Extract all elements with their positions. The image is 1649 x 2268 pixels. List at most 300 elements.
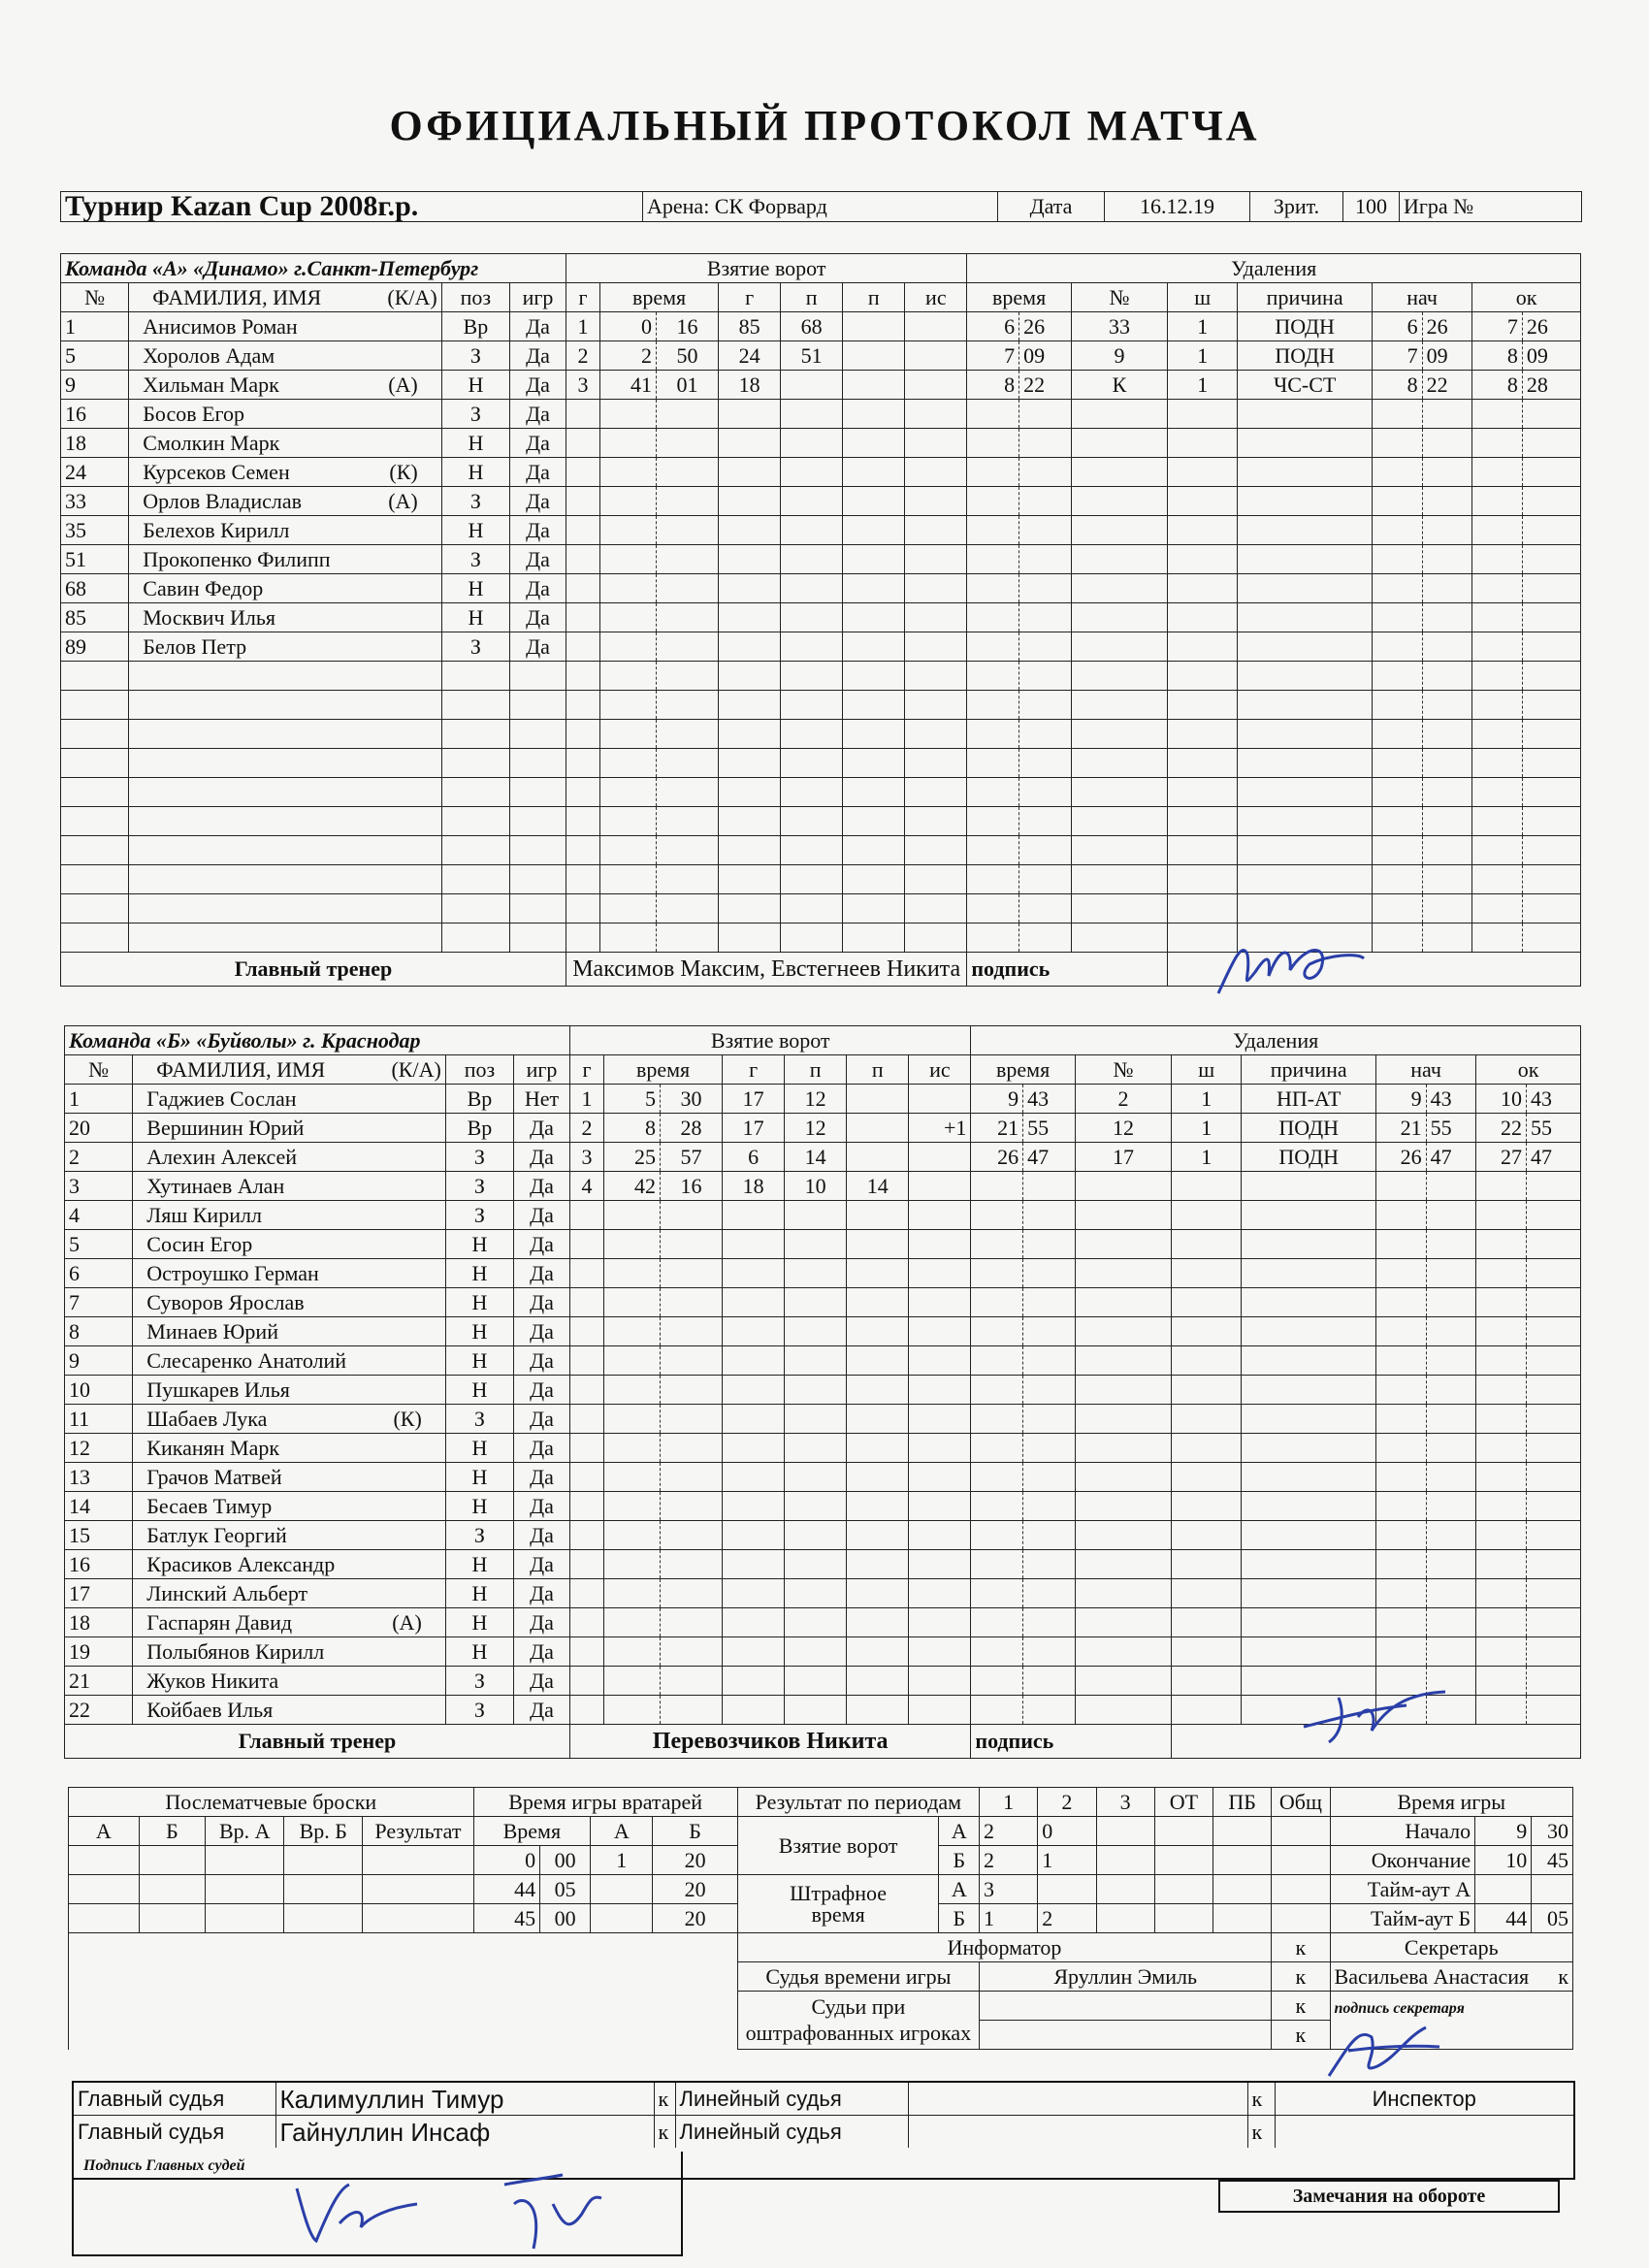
goal-assist-1: 14 <box>785 1143 847 1172</box>
player-name: Гаджиев Сослан <box>146 1085 297 1111</box>
goal-minute <box>600 662 657 691</box>
player-position <box>441 923 509 953</box>
player-position: Н <box>445 1288 513 1317</box>
goal-assist-2 <box>843 400 905 429</box>
penalty-start-min <box>1375 1521 1426 1550</box>
goal-minute <box>604 1608 661 1637</box>
player-number: 68 <box>61 574 129 603</box>
penalty-end-sec <box>1526 1637 1580 1667</box>
penalty-second <box>1019 894 1072 923</box>
penalty-second <box>1023 1608 1076 1637</box>
player-position: З <box>441 341 509 371</box>
goal-minute <box>600 400 657 429</box>
informer-label: Информатор <box>737 1933 1272 1962</box>
penalty-end-sec <box>1522 487 1580 516</box>
player-number: 89 <box>61 632 129 662</box>
goal-scorer <box>719 778 781 807</box>
goals-b-ot <box>1154 1846 1212 1875</box>
goal-second: 30 <box>660 1085 722 1114</box>
goal-assist-2 <box>847 1201 909 1230</box>
goal-minute: 42 <box>604 1172 661 1201</box>
player-number: 10 <box>65 1376 133 1405</box>
penalty-end-min <box>1476 1201 1527 1230</box>
goals-a-ot <box>1154 1817 1212 1846</box>
penalty-minute <box>967 603 1019 632</box>
penalty-minutes <box>1172 1376 1242 1405</box>
penalty-end-min <box>1476 1405 1527 1434</box>
goal-assist-1 <box>785 1521 847 1550</box>
gk-row-1-min: 0 <box>473 1846 540 1875</box>
col-p2-b: п <box>847 1055 909 1085</box>
goal-assist-1: 10 <box>785 1172 847 1201</box>
penalty-end-min <box>1472 603 1523 632</box>
player-position: Н <box>441 603 509 632</box>
goal-assist-2 <box>847 1143 909 1172</box>
col-name-label: ФАМИЛИЯ, ИМЯ <box>152 284 322 309</box>
penalty-minutes: 1 <box>1172 1143 1242 1172</box>
penalty-second: 47 <box>1023 1143 1076 1172</box>
player-played: Да <box>514 1667 570 1696</box>
player-played <box>510 807 566 836</box>
penalty-second <box>1023 1492 1076 1521</box>
penalty-minutes: 1 <box>1172 1085 1242 1114</box>
player-played: Да <box>510 632 566 662</box>
goals-a-3 <box>1096 1817 1154 1846</box>
col-reason: причина <box>1238 283 1372 312</box>
officials-table <box>74 2083 1573 2148</box>
goals-team-b: Б <box>939 1846 980 1875</box>
player-played: Да <box>514 1492 570 1521</box>
penalty-second <box>1019 662 1072 691</box>
penalty-start-min <box>1372 574 1422 603</box>
penalty-end-min: 7 <box>1472 312 1523 341</box>
penalty-second <box>1023 1346 1076 1376</box>
penalty-end-min <box>1472 923 1523 953</box>
penalty-player <box>1075 1696 1171 1725</box>
penalty-end-sec <box>1526 1550 1580 1579</box>
penalty-minute <box>967 429 1019 458</box>
penalty-minutes <box>1168 807 1238 836</box>
goal-situation <box>909 1259 971 1288</box>
player-played <box>510 691 566 720</box>
goal-minute <box>604 1463 661 1492</box>
goal-assist-1 <box>785 1608 847 1637</box>
end-hour: 10 <box>1475 1846 1532 1875</box>
penalty-minutes <box>1172 1405 1242 1434</box>
goal-second <box>656 662 718 691</box>
player-played: Да <box>510 574 566 603</box>
player-name-cell <box>133 1230 446 1259</box>
penalty-minute <box>971 1667 1023 1696</box>
goal-situation <box>909 1376 971 1405</box>
goal-situation <box>909 1521 971 1550</box>
penalty-player <box>1071 923 1167 953</box>
goal-scorer <box>723 1405 785 1434</box>
penalty-start-sec <box>1422 894 1472 923</box>
penalty-end-sec <box>1526 1579 1580 1608</box>
goal-second <box>660 1550 722 1579</box>
penalty-minutes <box>1172 1550 1242 1579</box>
player-position: З <box>441 545 509 574</box>
penalty-end-sec <box>1526 1172 1580 1201</box>
so-col-gkb: Вр. Б <box>284 1817 363 1846</box>
penalty-minute <box>967 894 1019 923</box>
penalty-minute <box>967 516 1019 545</box>
start-min: 30 <box>1532 1817 1573 1846</box>
penalty-reason <box>1238 429 1372 458</box>
penalty-player <box>1075 1230 1171 1259</box>
goal-minute <box>604 1376 661 1405</box>
goal-second <box>660 1201 722 1230</box>
penalty-end-min <box>1472 574 1523 603</box>
pim-a-total <box>1272 1875 1330 1904</box>
penalty-minute: 6 <box>967 312 1019 341</box>
penalty-end-min: 8 <box>1472 371 1523 400</box>
penalty-second <box>1023 1405 1076 1434</box>
player-number <box>61 923 129 953</box>
penalty-start-sec: 47 <box>1426 1143 1476 1172</box>
player-position: Н <box>441 371 509 400</box>
goal-scorer <box>719 865 781 894</box>
penalty-player <box>1075 1637 1171 1667</box>
penalty-end-min <box>1476 1259 1527 1288</box>
penalty-reason <box>1242 1434 1376 1463</box>
penalty-end-min <box>1476 1288 1527 1317</box>
penalty-player: 33 <box>1071 312 1167 341</box>
goal-second <box>660 1667 722 1696</box>
main-referee-2-label: Главный судья <box>74 2116 275 2149</box>
end-min: 45 <box>1532 1846 1573 1875</box>
penalty-start-min: 21 <box>1375 1114 1426 1143</box>
penalty-start-sec <box>1426 1376 1476 1405</box>
penalty-start-sec <box>1426 1230 1476 1259</box>
goal-assist-2 <box>843 545 905 574</box>
team-a-coach-signature <box>1212 935 1368 1008</box>
penalty-player: 2 <box>1075 1085 1171 1114</box>
goal-second <box>656 894 718 923</box>
col-end-b: ок <box>1476 1055 1581 1085</box>
penalty-end-min <box>1472 865 1523 894</box>
player-role: (К) <box>389 459 418 484</box>
goal-assist-1 <box>785 1288 847 1317</box>
goal-number <box>566 865 599 894</box>
penalty-start-sec <box>1422 458 1472 487</box>
goals-heading-b: Взятие ворот <box>569 1026 970 1055</box>
penalty-start-sec <box>1422 836 1472 865</box>
player-played: Да <box>510 400 566 429</box>
goal-number: 1 <box>569 1085 603 1114</box>
penalty-player <box>1075 1346 1171 1376</box>
penalty-minute: 9 <box>971 1085 1023 1114</box>
penalty-minutes <box>1172 1259 1242 1288</box>
goal-assist-2 <box>847 1346 909 1376</box>
penalty-start-sec <box>1426 1172 1476 1201</box>
goal-number <box>566 836 599 865</box>
player-name: Батлук Георгий <box>146 1522 287 1547</box>
goal-second <box>660 1434 722 1463</box>
penalty-player <box>1075 1405 1171 1434</box>
goal-assist-2 <box>847 1608 909 1637</box>
goal-number <box>569 1317 603 1346</box>
penalty-minutes <box>1172 1492 1242 1521</box>
player-row <box>61 371 1581 400</box>
col-p2: п <box>843 283 905 312</box>
player-name: Смолкин Марк <box>143 430 280 455</box>
goal-situation <box>909 1696 971 1725</box>
penalty-start-min <box>1375 1434 1426 1463</box>
secretary-name: Васильева Анастасия <box>1334 1963 1530 1989</box>
player-name-cell <box>129 516 441 545</box>
goal-assist-1 <box>781 603 843 632</box>
penalty-player <box>1075 1317 1171 1346</box>
goal-minute <box>604 1696 661 1725</box>
goal-situation <box>905 516 967 545</box>
goal-minute <box>600 632 657 662</box>
penalty-minute <box>967 545 1019 574</box>
goal-minute <box>604 1346 661 1376</box>
informer-k: к <box>1272 1933 1330 1962</box>
player-name: Москвич Илья <box>143 604 276 630</box>
col-igr: игр <box>510 283 566 312</box>
penalty-minute <box>971 1521 1023 1550</box>
goal-minute <box>600 923 657 953</box>
goal-scorer <box>723 1230 785 1259</box>
goals-a-pb <box>1213 1817 1272 1846</box>
goal-assist-2 <box>843 341 905 371</box>
goal-assist-2 <box>843 371 905 400</box>
goal-scorer <box>723 1608 785 1637</box>
penalty-start-min <box>1375 1492 1426 1521</box>
penalty-minute <box>967 487 1019 516</box>
penalty-start-min <box>1372 894 1422 923</box>
goal-situation <box>909 1492 971 1521</box>
player-position: Н <box>445 1637 513 1667</box>
penalty-end-sec <box>1526 1259 1580 1288</box>
goal-assist-2 <box>847 1492 909 1521</box>
timekeeper-k: к <box>1272 1962 1330 1992</box>
goal-scorer <box>723 1346 785 1376</box>
goal-assist-1 <box>781 894 843 923</box>
goal-number <box>566 574 599 603</box>
penalty-end-sec <box>1522 429 1580 458</box>
player-number: 1 <box>61 312 129 341</box>
player-played <box>510 836 566 865</box>
secretary-k: к <box>1558 1963 1568 1989</box>
player-row <box>61 574 1581 603</box>
penalty-end-min <box>1476 1492 1527 1521</box>
goal-situation <box>909 1201 971 1230</box>
player-name: Бесаев Тимур <box>146 1493 273 1518</box>
penalty-reason <box>1242 1288 1376 1317</box>
col-ka-label-b: (К/А) <box>391 1056 441 1082</box>
player-played <box>510 662 566 691</box>
tournament-name: Турнир Kazan Cup 2008г.р. <box>61 192 643 222</box>
penalty-reason <box>1242 1376 1376 1405</box>
penalty-second <box>1019 720 1072 749</box>
main-referee-1-k: к <box>654 2083 675 2116</box>
player-name-cell <box>129 429 441 458</box>
player-position: Н <box>441 458 509 487</box>
goal-assist-1 <box>785 1579 847 1608</box>
penalty-reason <box>1242 1346 1376 1376</box>
player-name: Грачов Матвей <box>146 1464 282 1489</box>
penalty-reason: ПОДН <box>1238 341 1372 371</box>
player-played <box>510 720 566 749</box>
penalty-player <box>1075 1492 1171 1521</box>
goal-number <box>566 691 599 720</box>
goal-second <box>656 865 718 894</box>
col-end: ок <box>1472 283 1581 312</box>
pim-a-2 <box>1038 1875 1096 1904</box>
penalty-end-sec <box>1526 1492 1580 1521</box>
penalty-player <box>1071 429 1167 458</box>
goal-assist-1 <box>785 1667 847 1696</box>
goal-second <box>660 1259 722 1288</box>
so-cell <box>206 1875 284 1904</box>
penalty-player <box>1075 1667 1171 1696</box>
penalty-end-min <box>1472 632 1523 662</box>
goal-second <box>660 1492 722 1521</box>
goal-assist-1 <box>781 691 843 720</box>
goal-assist-2: 14 <box>847 1172 909 1201</box>
penalty-minutes: 1 <box>1172 1114 1242 1143</box>
player-role: (А) <box>388 488 418 513</box>
goal-assist-2 <box>843 487 905 516</box>
goal-scorer <box>719 516 781 545</box>
penalty-end-min <box>1476 1521 1527 1550</box>
so-cell <box>284 1846 363 1875</box>
player-position: З <box>445 1696 513 1725</box>
period-total: Общ <box>1272 1788 1330 1817</box>
goal-minute: 8 <box>604 1114 661 1143</box>
gk-row-2-a <box>591 1875 653 1904</box>
goal-second <box>660 1288 722 1317</box>
player-name-cell <box>133 1201 446 1230</box>
goal-minute <box>600 865 657 894</box>
penalty-start-min <box>1375 1550 1426 1579</box>
team-b-coach-signature-ink <box>1300 1688 1455 1746</box>
goal-minute <box>600 545 657 574</box>
player-name-cell <box>129 720 441 749</box>
goals-a-total <box>1272 1817 1330 1846</box>
player-name-cell <box>133 1085 446 1114</box>
penalty-end-min <box>1476 1579 1527 1608</box>
gk-row-2-min: 44 <box>473 1875 540 1904</box>
penalty-reason <box>1238 458 1372 487</box>
goals-a-2: 0 <box>1038 1817 1096 1846</box>
penalty-reason <box>1242 1550 1376 1579</box>
goal-number <box>566 894 599 923</box>
so-cell <box>139 1846 206 1875</box>
penalty-player <box>1075 1259 1171 1288</box>
goal-situation <box>909 1230 971 1259</box>
player-name-cell <box>129 603 441 632</box>
penalty-second: 55 <box>1023 1114 1076 1143</box>
penalty-end-sec <box>1526 1667 1580 1696</box>
penalty-start-min <box>1372 662 1422 691</box>
goal-situation <box>905 662 967 691</box>
player-name-cell <box>133 1259 446 1288</box>
penalty-end-min <box>1472 516 1523 545</box>
goal-situation <box>905 749 967 778</box>
penalty-reason <box>1238 662 1372 691</box>
goal-second <box>656 487 718 516</box>
player-position: Н <box>445 1434 513 1463</box>
penalty-end-min <box>1476 1376 1527 1405</box>
penalty-minute: 26 <box>971 1143 1023 1172</box>
penalty-end-sec <box>1526 1288 1580 1317</box>
player-played: Да <box>514 1637 570 1667</box>
goal-number <box>569 1637 603 1667</box>
pim-a-pb <box>1213 1875 1272 1904</box>
page-title: ОФИЦИАЛЬНЫЙ ПРОТОКОЛ МАТЧА <box>389 102 1260 149</box>
player-number: 17 <box>65 1579 133 1608</box>
col-reason-b: причина <box>1242 1055 1376 1085</box>
secretary-signature-label: подпись секретаря <box>1334 2000 1465 2017</box>
penalty-reason <box>1238 894 1372 923</box>
player-name-cell <box>133 1637 446 1667</box>
goal-assist-1 <box>785 1376 847 1405</box>
penalty-start-sec <box>1426 1434 1476 1463</box>
penalty-minute <box>967 632 1019 662</box>
gk-row-2-b: 20 <box>653 1875 737 1904</box>
penalty-player <box>1071 691 1167 720</box>
penalty-end-min <box>1476 1550 1527 1579</box>
player-played: Да <box>514 1376 570 1405</box>
penalty-start-sec <box>1422 807 1472 836</box>
team-a-coach: Максимов Максим, Евстегнеев Никита <box>566 953 966 987</box>
penalty-reason <box>1242 1317 1376 1346</box>
goal-second: 57 <box>660 1143 722 1172</box>
col-g: г <box>566 283 599 312</box>
arena: Арена: СК Форвард <box>643 192 998 222</box>
penalty-minutes <box>1168 836 1238 865</box>
player-row <box>65 1376 1581 1405</box>
goal-assist-1 <box>781 574 843 603</box>
goal-number <box>569 1201 603 1230</box>
goal-number <box>566 487 599 516</box>
player-position: Н <box>441 429 509 458</box>
goal-scorer: 6 <box>723 1143 785 1172</box>
player-played: Да <box>514 1346 570 1376</box>
goal-minute <box>600 603 657 632</box>
goal-number <box>566 749 599 778</box>
team-b-coach-label: Главный тренер <box>65 1725 570 1759</box>
penalty-end-min <box>1476 1608 1527 1637</box>
goal-assist-1 <box>781 778 843 807</box>
so-cell <box>363 1904 473 1933</box>
penalty-start-sec <box>1422 400 1472 429</box>
goal-number <box>566 778 599 807</box>
goal-assist-2 <box>843 312 905 341</box>
goal-second <box>656 400 718 429</box>
player-row <box>61 894 1581 923</box>
goal-minute <box>604 1259 661 1288</box>
goal-number: 1 <box>566 312 599 341</box>
penalty-end-sec <box>1526 1346 1580 1376</box>
goal-assist-1: 51 <box>781 341 843 371</box>
player-name-cell <box>129 400 441 429</box>
penalty-minutes <box>1172 1608 1242 1637</box>
goal-assist-1 <box>785 1405 847 1434</box>
penalty-minutes <box>1168 778 1238 807</box>
player-row <box>65 1201 1581 1230</box>
player-name-cell <box>133 1288 446 1317</box>
penalty-minute <box>967 778 1019 807</box>
player-name-cell <box>129 574 441 603</box>
goals-b-1: 2 <box>980 1846 1038 1875</box>
penalty-minutes <box>1172 1230 1242 1259</box>
